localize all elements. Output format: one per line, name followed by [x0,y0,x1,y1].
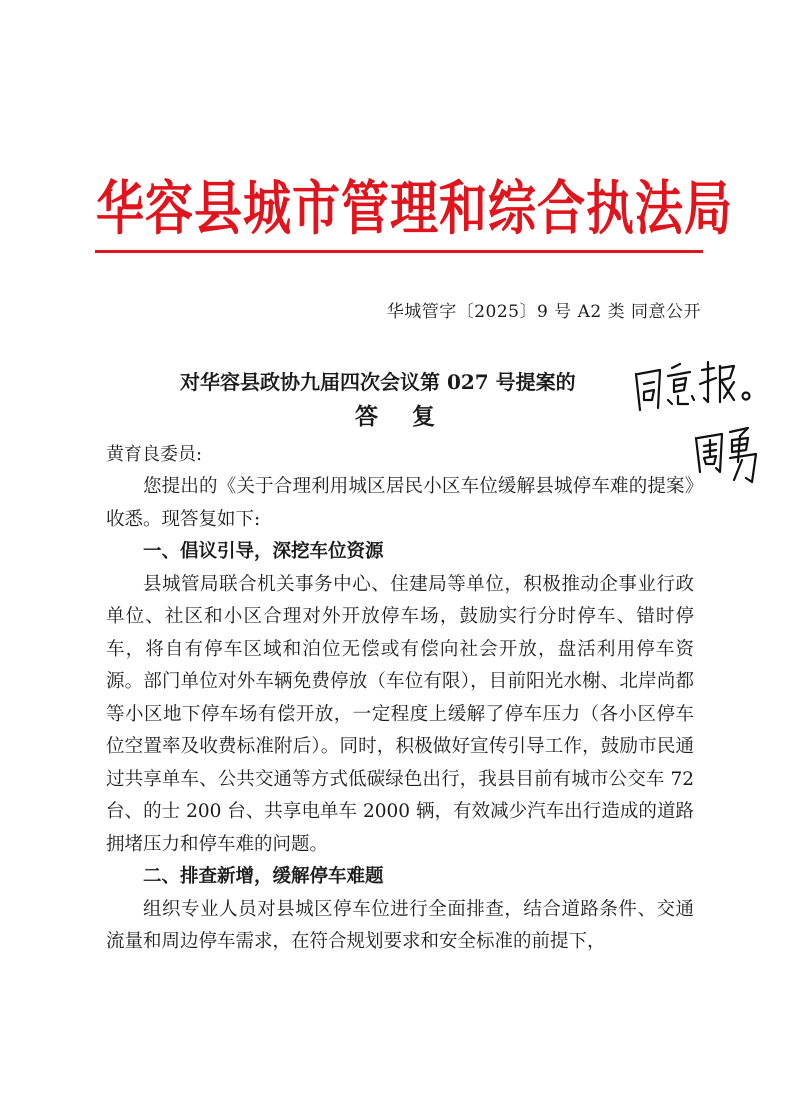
document-body [106,471,694,959]
document-number: 华城管字〔2025〕9 号 A2 类 同意公开 [386,302,701,322]
salutation: 黄育良委员: [106,444,203,465]
section-heading: 一、倡议引导，深挖车位资源 [143,541,384,562]
section-paragraph: 县城管局联合机关事务中心、住建局等单位，积极推动企事业行政单位、社区和小区合理对外开放停车场，鼓励实行分时停车、错时停车，将自有停车区域和泊位无偿或有偿向社会开放，盘活利用停车资源。部门单位对外车辆免费停放（车位有限），目前阳光水榭、北岸尚都等小区地下停车场有偿开放，一定程度上缓解了停车压力（各小区停车位空置率及收费标准附后）。同时，积极做好宣传引导工作，鼓励市民通过共享单车、公共交通等方式低碳绿色出行，我县目前有城市公交车 72 台、的士 200 台、共享电单车 2000 辆，有效减少汽车出行造成的道路拥堵压力和停车难的问题。 [106,573,694,855]
letterhead-divider [95,250,703,253]
section-heading: 二、排查新增，缓解停车难题 [143,866,384,887]
section-paragraph: 组织专业人员对县城区停车位进行全面排查，结合道路条件、交通流量和周边停车需求，在符合规划要求和安全标准的前提下， [106,898,694,952]
intro-paragraph: 您提出的《关于合理利用城区居民小区车位缓解县城停车难的提案》收悉。现答复如下: [106,476,694,530]
document-subtitle: 答复 [355,403,469,430]
letterhead-title: 华容县城市管理和综合执法局 [96,174,734,244]
document-title: 对华容县政协九届四次会议第 027 号提案的 [180,370,576,394]
